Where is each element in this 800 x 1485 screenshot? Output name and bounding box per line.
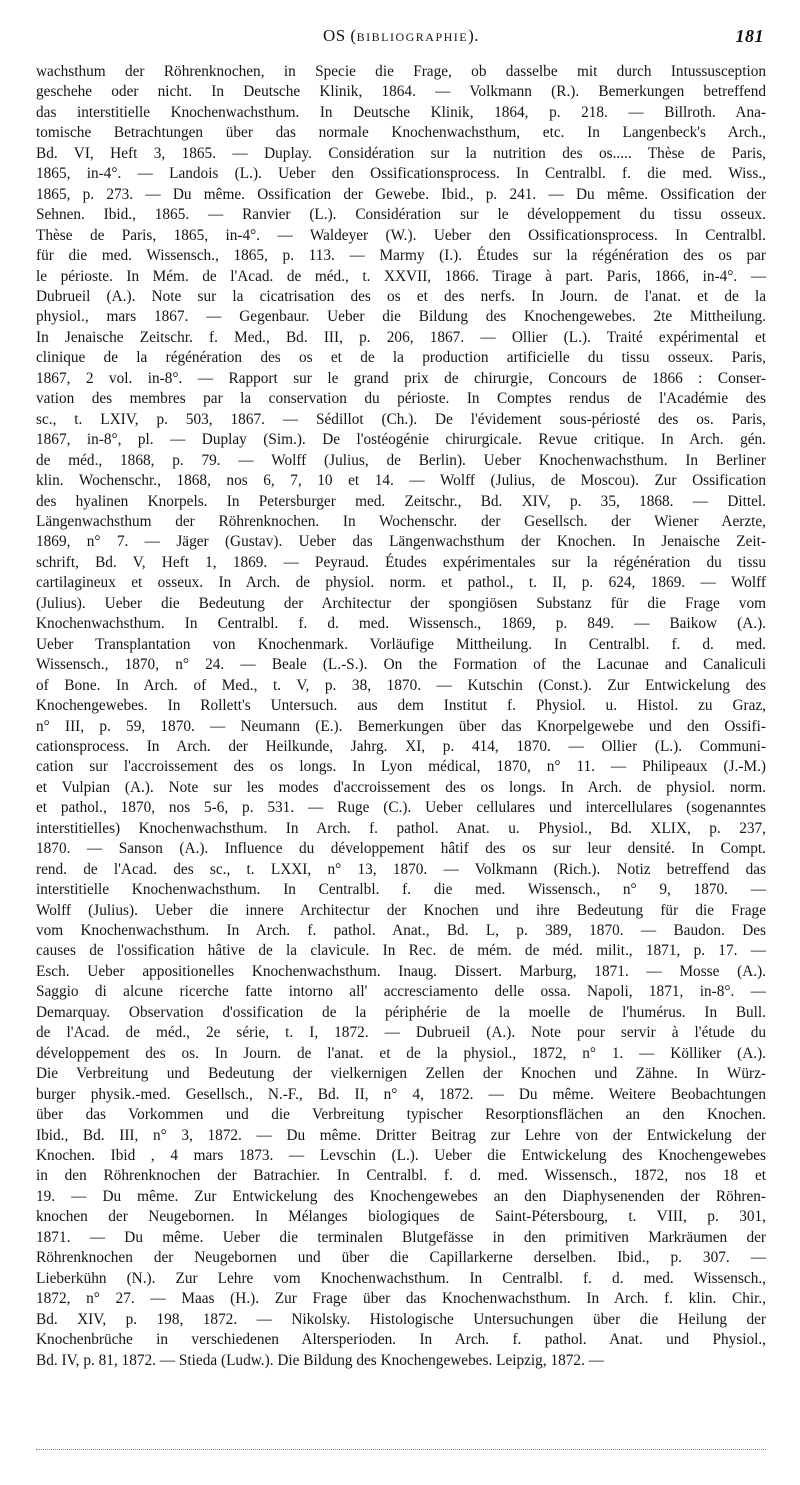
- text-line: interstitielle Knochenwachsthum. In Centralbl. f. die med. Wissensch., n° 9, 1870. —: [36, 881, 766, 899]
- text-line: tomische Betrachtungen über das normale Knochenwachsthum, etc. In Langenbeck's Arch.,: [36, 124, 766, 142]
- text-line: Wolff (Julius). Ueber die innere Architectur der Knochen und ihre Bedeutung für die Frage: [36, 901, 766, 919]
- running-head: [36, 26, 766, 56]
- text-line: 1872, n° 27. — Maas (H.). Zur Frage über das Knochenwachsthum. In Arch. f. klin. Chir.,: [36, 1290, 766, 1308]
- text-line: Demarquay. Observation d'ossification de la périphérie de la moelle de l'humérus. In Bull.: [36, 1003, 766, 1021]
- text-line: das interstitielle Knochenwachsthum. In Deutsche Klinik, 1864, p. 218. — Billroth. Ana-: [36, 103, 766, 121]
- text-line: des hyalinen Knorpels. In Petersburger med. Zeitschr., Bd. XIV, p. 35, 1868. — Dittel.: [36, 492, 766, 510]
- text-line: (Julius). Ueber die Bedeutung der Architectur der spongiösen Substanz für die Frage vom: [36, 594, 766, 612]
- text-line: geschehe oder nicht. In Deutsche Klinik, 1864. — Volkmann (R.). Bemerkungen betreffend: [36, 83, 766, 101]
- text-line: Thèse de Paris, 1865, in-4°. — Waldeyer (W.). Ueber den Ossificationsprocess. In Centralbl.: [36, 226, 766, 244]
- title-small-caps: bibliographie: [356, 26, 469, 45]
- text-line: physiol., mars 1867. — Gegenbaur. Ueber die Bildung des Knochengewebes. 2te Mittheilung.: [36, 308, 766, 326]
- text-line: Knochenbrüche in verschiedenen Altersperioden. In Arch. f. pathol. Anat. und Physiol.,: [36, 1331, 766, 1349]
- text-line: cartilagineux et osseux. In Arch. de physiol. norm. et pathol., t. II, p. 624, 1869. — Wolff: [36, 574, 766, 592]
- page-number: 181: [735, 26, 764, 46]
- text-line: 19. — Du même. Zur Entwickelung des Knochengewebes an den Diaphysenenden der Röhren-: [36, 1187, 766, 1205]
- text-line: of Bone. In Arch. of Med., t. V, p. 38, 1870. — Kutschin (Const.). Zur Entwickelung des: [36, 676, 766, 694]
- text-line: et Vulpian (A.). Note sur les modes d'accroissement des os longs. In Arch. de physiol. norm.: [36, 778, 766, 796]
- text-line: In Jenaische Zeitschr. f. Med., Bd. III, p. 206, 1867. — Ollier (L.). Traité expérimental et: [36, 328, 766, 346]
- text-line: Dubrueil (A.). Note sur la cicatrisation des os et des nerfs. In Journ. de l'anat. et de la: [36, 287, 766, 305]
- text-line: Bd. VI, Heft 3, 1865. — Duplay. Considération sur la nutrition des os..... Thèse de Paris,: [36, 144, 766, 162]
- text-line: 1867, 2 vol. in-8°. — Rapport sur le grand prix de chirurgie, Concours de 1866 : Conser-: [36, 369, 766, 387]
- text-line: le périoste. In Mém. de l'Acad. de méd., t. XXVII, 1866. Tirage à part. Paris, 1866, in-4°. —: [36, 267, 766, 285]
- text-line: interstitielles) Knochenwachsthum. In Arch. f. pathol. Anat. u. Physiol., Bd. XLIX, p. 237,: [36, 819, 766, 837]
- title-prefix: OS (: [322, 26, 357, 45]
- text-line: schrift, Bd. V, Heft 1, 1869. — Peyraud. Études expérimentales sur la régénération du tissu: [36, 553, 766, 571]
- text-line: vation des membres par la conservation du périoste. In Comptes rendus de l'Académie des: [36, 390, 766, 408]
- text-line: cation sur l'accroissement des os longs. In Lyon médical, 1870, n° 11. — Philipeaux (J.-M.): [36, 758, 766, 776]
- text-line: rend. de l'Acad. des sc., t. LXXI, n° 13, 1870. — Volkmann (Rich.). Notiz betreffend das: [36, 860, 766, 878]
- text-line: n° III, p. 59, 1870. — Neumann (E.). Bemerkungen über das Knorpelgewebe und den Ossifi-: [36, 717, 766, 735]
- title-suffix: ).: [468, 26, 480, 45]
- text-line: Die Verbreitung und Bedeutung der vielkernigen Zellen der Knochen und Zähne. In Würz-: [36, 1065, 766, 1083]
- text-line: de méd., 1868, p. 79. — Wolff (Julius, de Berlin). Ueber Knochenwachsthum. In Berliner: [36, 451, 766, 469]
- text-line: burger physik.-med. Gesellsch., N.-F., Bd. II, n° 4, 1872. — Du même. Weitere Beobachtungen: [36, 1085, 766, 1103]
- text-line: in den Röhrenknochen der Batrachier. In Centralbl. f. d. med. Wissensch., 1872, nos 18 et: [36, 1167, 766, 1185]
- footer-dotted-rule: [36, 1449, 766, 1456]
- text-line: 1867, in-8°, pl. — Duplay (Sim.). De l'ostéogénie chirurgicale. Revue critique. In Arch. gén.: [36, 431, 766, 449]
- text-line: wachsthum der Röhrenknochen, in Specie die Frage, ob dasselbe mit durch Intussusception: [36, 63, 766, 80]
- text-line: 1865, p. 273. — Du même. Ossification der Gewebe. Ibid., p. 241. — Du même. Ossification der: [36, 185, 766, 203]
- text-line: développement des os. In Journ. de l'anat. et de la physiol., 1872, n° 1. — Kölliker (A.).: [36, 1044, 766, 1062]
- text-line: 1870. — Sanson (A.). Influence du développement hâtif des os sur leur densité. In Compt.: [36, 840, 766, 858]
- text-line: Knochenwachsthum. In Centralbl. f. d. med. Wissensch., 1869, p. 849. — Baikow (A.).: [36, 615, 766, 633]
- text-line: 1865, in-4°. — Landois (L.). Ueber den Ossificationsprocess. In Centralbl. f. die med. Wiss.,: [36, 165, 766, 183]
- text-line: de l'Acad. de méd., 2e série, t. I, 1872. — Dubrueil (A.). Note pour servir à l'étude du: [36, 1024, 766, 1042]
- text-line: knochen der Neugebornen. In Mélanges biologiques de Saint-Pétersbourg, t. VIII, p. 301,: [36, 1208, 766, 1226]
- text-line: 1871. — Du même. Ueber die terminalen Blutgefässe in den primitiven Markräumen der: [36, 1228, 766, 1246]
- text-line: 1869, n° 7. — Jäger (Gustav). Ueber das Längenwachsthum der Knochen. In Jenaische Zeit-: [36, 533, 766, 551]
- text-line: Ibid., Bd. III, n° 3, 1872. — Du même. Dritter Beitrag zur Lehre von der Entwickelung der: [36, 1126, 766, 1144]
- text-line: causes de l'ossification hâtive de la clavicule. In Rec. de mém. de méd. milit., 1871, p. 17. —: [36, 942, 766, 960]
- text-line: Bd. XIV, p. 198, 1872. — Nikolsky. Histologische Untersuchungen über die Heilung der: [36, 1310, 766, 1328]
- text-line: Röhrenknochen der Neugebornen und über die Capillarkerne derselben. Ibid., p. 307. —: [36, 1249, 766, 1267]
- text-line: über das Vorkommen und die Verbreitung typischer Resorptionsflächen an den Knochen.: [36, 1106, 766, 1124]
- text-line: cationsprocess. In Arch. der Heilkunde, Jahrg. XI, p. 414, 1870. — Ollier (L.). Communi-: [36, 737, 766, 755]
- text-line: clinique de la régénération des os et de la production artificielle du tissu osseux. Paris,: [36, 349, 766, 367]
- text-line: Bd. IV, p. 81, 1872. — Stieda (Ludw.). Die Bildung des Knochengewebes. Leipzig, 1872. —: [36, 1351, 605, 1369]
- text-line: Esch. Ueber appositionelles Knochenwachsthum. Inaug. Dissert. Marburg, 1871. — Mosse (A.).: [36, 962, 766, 980]
- text-line: klin. Wochenschr., 1868, nos 6, 7, 10 et 14. — Wolff (Julius, de Moscou). Zur Ossification: [36, 472, 766, 490]
- text-line: Knochen. Ibid , 4 mars 1873. — Levschin (L.). Ueber die Entwickelung des Knochengewebes: [36, 1147, 766, 1165]
- bibliography-text: [36, 62, 766, 1371]
- text-line: für die med. Wissensch., 1865, p. 113. — Marmy (I.). Études sur la régénération des os par: [36, 247, 766, 265]
- text-line: vom Knochenwachsthum. In Arch. f. pathol. Anat., Bd. L, p. 389, 1870. — Baudon. Des: [36, 922, 766, 940]
- text-line: Sehnen. Ibid., 1865. — Ranvier (L.). Considération sur le développement du tissu osseux.: [36, 206, 766, 224]
- text-line: Saggio di alcune ricerche fatte intorno all' accresciamento delle ossa. Napoli, 1871, in-8°. —: [36, 983, 766, 1001]
- text-line: Ueber Transplantation von Knochenmark. Vorläufige Mittheilung. In Centralbl. f. d. med.: [36, 635, 766, 653]
- page-title: [36, 26, 766, 46]
- text-line: Wissensch., 1870, n° 24. — Beale (L.-S.). On the Formation of the Lacunae and Canaliculi: [36, 656, 766, 674]
- text-line: Knochengewebes. In Rollett's Untersuch. aus dem Institut f. Physiol. u. Histol. zu Graz,: [36, 697, 766, 715]
- text-line: et pathol., 1870, nos 5-6, p. 531. — Ruge (C.). Ueber cellulares und intercellulares (sogenanntes: [36, 799, 766, 817]
- text-line: sc., t. LXIV, p. 503, 1867. — Sédillot (Ch.). De l'évidement sous-périosté des os. Paris,: [36, 410, 766, 428]
- text-line: Lieberkühn (N.). Zur Lehre vom Knochenwachsthum. In Centralbl. f. d. med. Wissensch.,: [36, 1269, 766, 1287]
- text-line: Längenwachsthum der Röhrenknochen. In Wochenschr. der Gesellsch. der Wiener Aerzte,: [36, 512, 766, 530]
